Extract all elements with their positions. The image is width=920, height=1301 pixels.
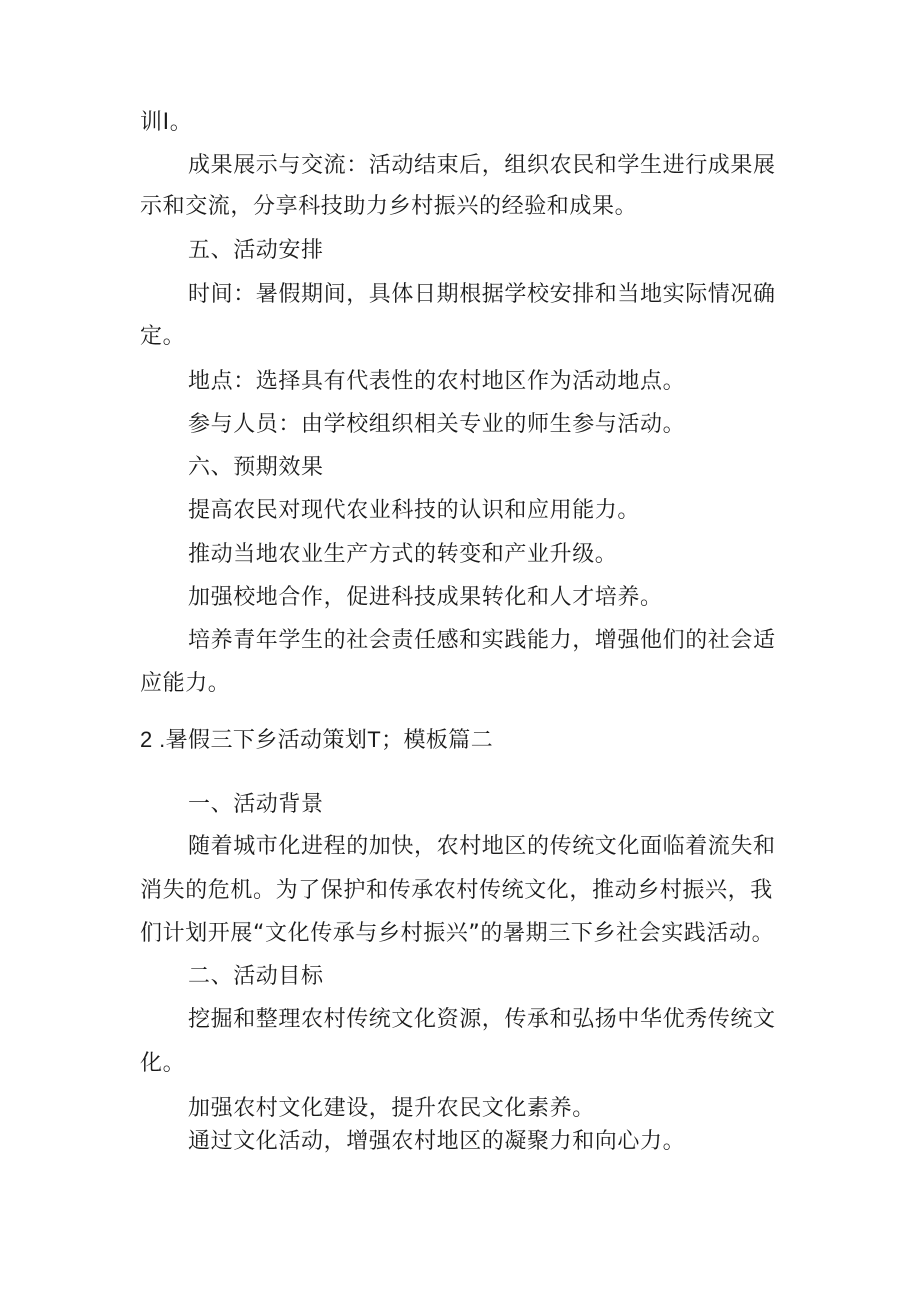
text-line: 消失的危机。为了保护和传承农村传统文化，推动乡村振兴，我: [140, 878, 773, 903]
text-line: 地点：选择具有代表性的农村地区作为活动地点。: [188, 369, 686, 394]
text-line: 加强校地合作，促进科技成果转化和人才培养。: [188, 585, 663, 610]
text-line: 参与人员：由学校组织相关专业的师生参与活动。: [188, 412, 686, 437]
text-line: 示和交流，分享科技助力乡村振兴的经验和成果。: [140, 194, 638, 219]
text-line: 化。: [140, 1051, 186, 1076]
text-line: 们计划开展“文化传承与乡村振兴”的暑期三下乡社会实践活动。: [140, 921, 775, 946]
text-line: 培养青年学生的社会责任感和实践能力，增强他们的社会适: [188, 628, 776, 653]
section-heading: 二、活动目标: [188, 964, 324, 989]
text-line: 成果展示与交流：活动结束后，组织农民和学生进行成果展: [188, 153, 776, 178]
text-line: 挖掘和整理农村传统文化资源，传承和弘扬中华优秀传统文: [188, 1007, 776, 1032]
article-heading: 2 .暑假三下乡活动策划T；模板篇二: [140, 727, 494, 752]
text-line: 推动当地农业生产方式的转变和产业升级。: [188, 542, 618, 567]
text-line: 随着城市化进程的加快，农村地区的传统文化面临着流失和: [188, 834, 776, 859]
text-line: 提高农民对现代农业科技的认识和应用能力。: [188, 498, 641, 523]
text-line: 训I。: [140, 110, 193, 135]
text-line: 通过文化活动，增强农村地区的凝聚力和向心力。: [188, 1129, 686, 1154]
text-line: 定。: [140, 324, 186, 349]
section-heading: 一、活动背景: [188, 792, 324, 817]
text-line: 时间：暑假期间，具体日期根据学校安排和当地实际情况确: [188, 282, 776, 307]
text-line: 加强农村文化建设，提升农民文化素养。: [188, 1096, 595, 1121]
text-line: 应能力。: [140, 671, 231, 696]
section-heading: 六、预期效果: [188, 455, 324, 480]
section-heading: 五、活动安排: [188, 238, 324, 263]
